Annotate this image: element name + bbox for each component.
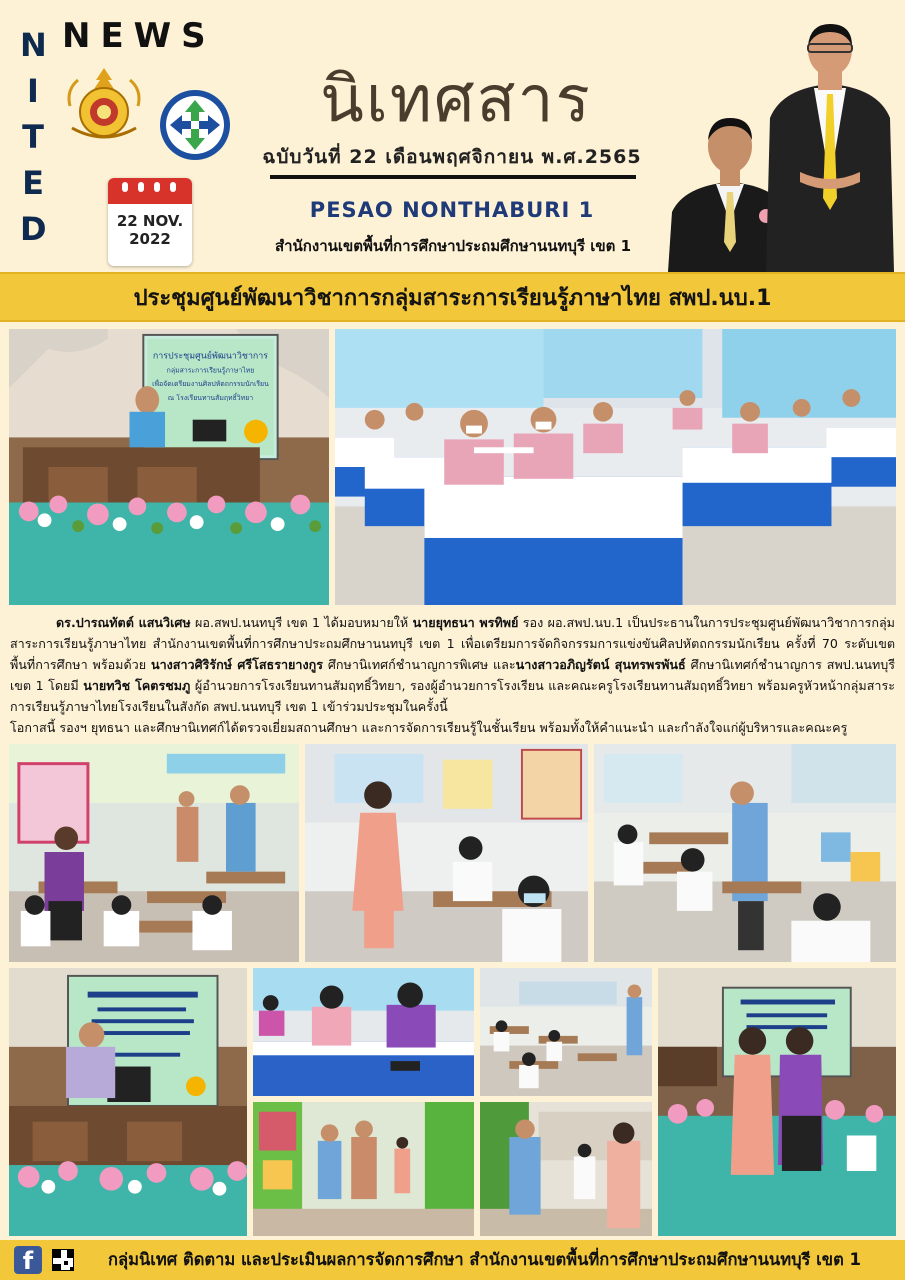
calendar-year: 2022 bbox=[129, 230, 171, 248]
article-text: ผอ.สพป.นนทบุรี เขต 1 ได้มอบหมายให้ bbox=[190, 615, 413, 630]
obec-emblem-logo bbox=[64, 66, 144, 142]
article-paragraph-1 bbox=[10, 612, 895, 717]
newsletter-header bbox=[0, 0, 905, 272]
director-portrait bbox=[760, 22, 900, 272]
school-director-name: นายทวิช โคตรชมภู bbox=[83, 678, 191, 693]
article-body bbox=[10, 612, 895, 738]
org-name-th: สำนักงานเขตพื้นที่การศึกษาประถมศึกษานนทบุรี เขต 1 bbox=[274, 237, 632, 255]
supervisor-name-1: นางสาวศิริรักษ์ ศรีโสธรายางกูร bbox=[150, 657, 324, 672]
photo-classroom-visit-3 bbox=[592, 742, 898, 964]
facebook-icon[interactable]: f bbox=[14, 1246, 42, 1274]
title-divider bbox=[270, 175, 636, 179]
photo-classroom-visit-2 bbox=[303, 742, 590, 964]
vertical-letter: E bbox=[22, 164, 44, 202]
calendar-icon bbox=[108, 178, 192, 266]
issue-date: ฉบับวันที่ 22 เดือนพฤศจิกายน พ.ศ.2565 bbox=[262, 146, 642, 168]
slide-line1: กลุ่มสาระการเรียนรู้ภาษาไทย bbox=[166, 366, 255, 375]
photo-presenter-with-microphone bbox=[7, 966, 249, 1238]
photo-teachers-at-table bbox=[251, 966, 476, 1098]
vertical-masthead bbox=[20, 22, 46, 252]
slide-line2: เพื่อจัดเตรียมงานศิลปหัตถกรรมนักเรียน bbox=[152, 380, 269, 389]
article-text: ผู้อำนวยการโรงเรียนทานสัมฤทธิ์วิทยา, รองผู้อำนวยการโรงเรียน และคณะครูโรงเรียนทานสัมฤทธิ์วิทยา พร้อมครูหัวหน้ากลุ่มสาระการเรียนรู้ภาษาไทยโรงเรียนในสังกัด สพป.นนทบุรี เขต 1 เข้าร่วมประชุมในครั้งนี้ bbox=[10, 678, 895, 714]
photo-classroom-overview bbox=[478, 966, 654, 1098]
photo-classroom-doorway bbox=[478, 1100, 654, 1238]
photo-school-hallway bbox=[251, 1100, 476, 1238]
headline-title: ประชุมศูนย์พัฒนาวิชาการกลุ่มสาระการเรียนรู้ภาษาไทย สพป.นบ.1 bbox=[133, 285, 772, 311]
news-label: NEWS bbox=[62, 16, 216, 56]
photo-classroom-visit-1 bbox=[7, 742, 301, 964]
vertical-letter: T bbox=[22, 118, 44, 156]
supervisor-name-2: นางสาวอภิญรัตน์ สุนทรพรพันธ์ bbox=[515, 657, 686, 672]
slide-line3: ณ โรงเรียนทานสัมฤทธิ์วิทยา bbox=[167, 393, 254, 402]
vertical-letter: N bbox=[20, 26, 47, 64]
vertical-letter: I bbox=[27, 72, 39, 110]
org-name-en: PESAO NONTHABURI 1 bbox=[309, 198, 595, 222]
arrows-circle-logo bbox=[158, 88, 232, 162]
director-name: ดร.ปารณทัตต์ แสนวิเศษ bbox=[56, 615, 191, 630]
article-text: ศึกษานิเทศก์ชำนาญการพิเศษ และ bbox=[323, 657, 516, 672]
vertical-letter: D bbox=[20, 210, 47, 248]
calendar-day: 22 NOV. bbox=[116, 212, 184, 230]
article-paragraph-2: โอกาสนี้ รองฯ ยุทธนา และศึกษานิเทศก์ได้ตรวจเยี่ยมสถานศึกษา และการจัดการเรียนรู้ในชั้นเรียน พร้อมทั้งให้คำแนะนำ และกำลังใจแก่ผู้บริหารและคณะครู bbox=[10, 720, 848, 735]
article-text: ศึกษานิเทศก์ชำนาญการ สพป.นนทบุรี เขต 1 โดยมี bbox=[10, 657, 896, 693]
newsletter-title: นิเทศสาร bbox=[320, 63, 592, 137]
slide-title: การประชุมศูนย์พัฒนาวิชาการ bbox=[152, 351, 269, 362]
footer-text: กลุ่มนิเทศ ติดตาม และประเมินผลการจัดการศึกษา สำนักงานเขตพื้นที่การศึกษาประถมศึกษานนทบุรี เขต 1 bbox=[108, 1250, 862, 1269]
photo-meeting-room bbox=[333, 327, 898, 607]
footer-bar bbox=[0, 1240, 905, 1280]
photo-presenter-at-podium bbox=[7, 327, 331, 607]
photo-two-officials-at-stage bbox=[656, 966, 898, 1238]
headline-banner bbox=[0, 272, 905, 322]
qr-code-icon[interactable] bbox=[52, 1249, 74, 1271]
article-text: รอง ผอ.สพป.นบ.1 เป็นประธานในการประชุมศูนย์พัฒนาวิชาการกลุ่มสาระการเรียนรู้ภาษาไทย สำนักงานเขตพื้นที่การศึกษาประถมศึกษานนทบุรี เขต 1 เพื่อเตรียมการจัดกิจกรรมการแข่งขันศิลปหัตถกรรมนักเรียน ครั้งที่ 70 ระดับเขตพื้นที่การศึกษา พร้อมด้วย bbox=[10, 615, 895, 672]
deputy-name: นายยุทธนา พรทิพย์ bbox=[412, 615, 519, 630]
